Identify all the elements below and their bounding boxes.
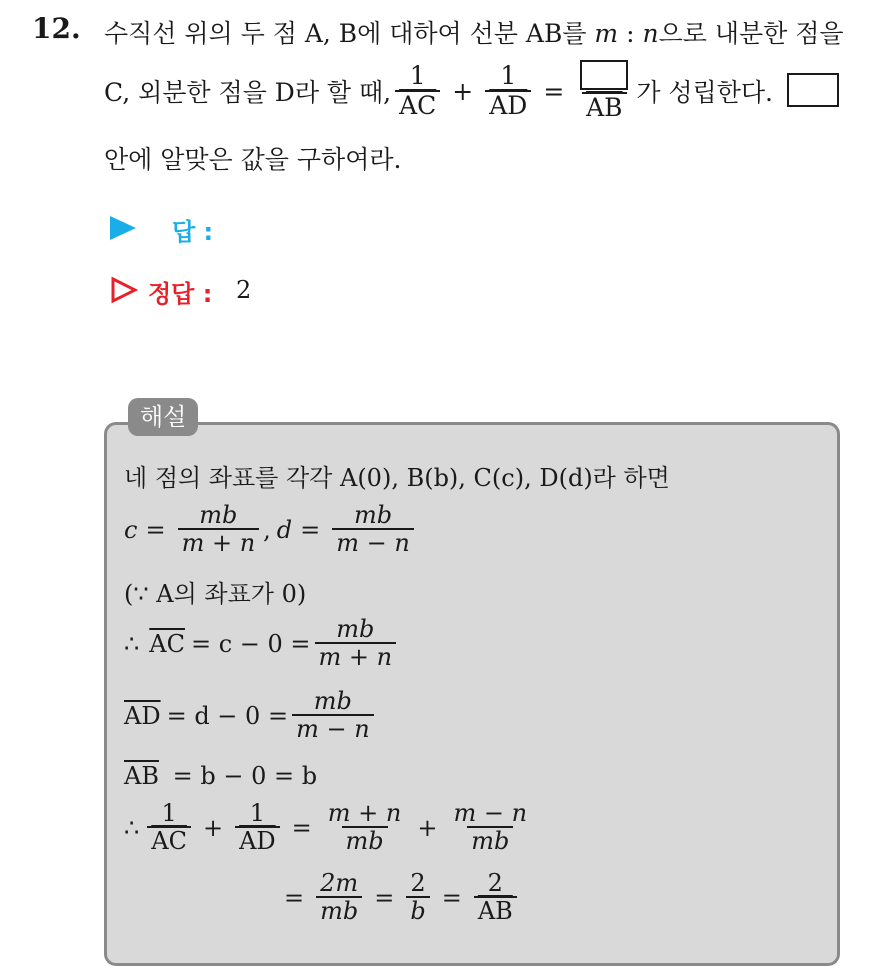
fraction-blank-over-ab <box>576 60 632 123</box>
numerator-m-minus-n: m − n <box>453 799 528 827</box>
equals-sign: = <box>374 883 395 912</box>
therefore-symbol: ∴ <box>124 813 140 842</box>
question-line-1 <box>104 14 844 50</box>
correct-answer-value: 2 <box>236 276 252 304</box>
equals-sign: = <box>284 883 305 912</box>
plus-sign: + <box>452 76 474 106</box>
plus-sign: + <box>202 813 224 842</box>
blank-box <box>580 60 628 90</box>
question-text-1b: 으로 내분한 점을 <box>658 19 844 48</box>
solution-because-line: (∵ A의 좌표가 0) <box>124 580 307 608</box>
fraction-1-over-ad <box>235 800 280 856</box>
segment-ad: AD <box>235 826 280 856</box>
var-c: c <box>124 515 138 544</box>
var-n: n <box>642 19 659 48</box>
numerator-mb: mb <box>336 615 375 643</box>
denominator-m-plus-n: m + n <box>315 642 397 672</box>
var-m: m <box>594 19 619 48</box>
fraction-2m-over-mb <box>316 870 362 926</box>
solution-ab-line <box>124 762 317 790</box>
solution-sum-line <box>124 800 535 856</box>
var-d: d <box>276 515 293 544</box>
numerator-2: 2 <box>410 869 426 897</box>
denominator-m-plus-n: m + n <box>178 528 260 558</box>
fraction-mb-over-m-plus-n <box>315 616 397 672</box>
segment-ad: AD <box>485 90 531 121</box>
fraction-mb-over-m-minus-n <box>292 688 374 744</box>
equals-sign: = <box>543 76 565 106</box>
numerator: 1 <box>161 799 177 827</box>
denominator-m-minus-n: m − n <box>332 528 414 558</box>
numerator: 1 <box>500 61 517 91</box>
segment-ac: AC <box>147 826 191 856</box>
denominator-mb: mb <box>342 826 388 856</box>
solution-tag: 해설 <box>128 398 198 436</box>
equals-sign: = <box>300 515 321 544</box>
question-text-2a: C, 외분한 점을 D라 할 때, <box>104 78 392 108</box>
solution-cd-formula <box>124 502 418 558</box>
ad-expression: = d − 0 = <box>166 701 289 730</box>
answer-label: 답 : <box>172 218 214 246</box>
comma: , <box>263 515 271 544</box>
numerator-blank <box>576 60 632 92</box>
question-line-3: 안에 알맞은 값을 구하여라. <box>104 145 402 174</box>
equals-sign: = <box>145 515 166 544</box>
segment-ab: $\overline{AB}$ <box>582 92 626 123</box>
segment-ac: AC <box>395 90 440 121</box>
segment-ac: $\overline{AC}$ <box>149 629 185 658</box>
numerator-2m: 2m <box>320 869 359 897</box>
numerator: 1 <box>409 61 426 91</box>
numerator-2: 2 <box>487 869 503 897</box>
ratio-colon: : <box>618 19 643 48</box>
fraction-m-plus-n-over-mb <box>324 800 406 856</box>
equals-sign: = <box>291 813 312 842</box>
solution-ac-line <box>124 616 400 672</box>
fraction-2-over-b <box>406 870 429 926</box>
segment-ab: $\overline{AB}$ <box>124 762 159 790</box>
question-text-1a: 수직선 위의 두 점 A, B에 대하여 선분 AB를 <box>104 19 595 48</box>
fraction-m-minus-n-over-mb <box>449 800 531 856</box>
denominator-m-minus-n: m − n <box>292 714 374 744</box>
solution-result-line <box>276 870 521 926</box>
numerator-mb: mb <box>313 687 352 715</box>
outline-arrow-icon <box>110 276 138 308</box>
segment-ad: $\overline{AD}$ <box>124 701 161 730</box>
segment-ab: AB <box>474 896 517 926</box>
fraction-1-over-ac <box>147 800 191 856</box>
answer-blank-box <box>787 73 839 107</box>
play-arrow-icon <box>110 216 136 240</box>
fraction-2-over-ab <box>474 870 517 926</box>
question-line-2 <box>104 60 839 123</box>
correct-answer-label: 정답 : <box>148 280 213 308</box>
therefore-symbol: ∴ <box>124 629 140 658</box>
numerator-mb: mb <box>199 501 238 529</box>
question-text-2b: 가 성립한다. <box>636 78 773 108</box>
fraction-mb-over-m-plus-n <box>178 502 260 558</box>
denominator-mb: mb <box>316 896 362 926</box>
denominator-mb: mb <box>467 826 513 856</box>
fraction-1-over-ad <box>485 62 531 120</box>
ab-expression: = b − 0 = b <box>172 762 318 790</box>
question-number: 12. <box>32 12 81 45</box>
denominator-b: b <box>406 896 429 926</box>
numerator-m-plus-n: m + n <box>327 799 402 827</box>
solution-ad-line <box>124 688 378 744</box>
plus-sign: + <box>417 813 438 842</box>
fraction-1-over-ac <box>395 62 440 120</box>
equals-sign: = <box>441 883 462 912</box>
numerator: 1 <box>249 799 266 827</box>
solution-line-1: 네 점의 좌표를 각각 A(0), B(b), C(c), D(d)라 하면 <box>124 464 670 492</box>
fraction-mb-over-m-minus-n <box>332 502 414 558</box>
numerator-mb: mb <box>354 501 393 529</box>
ac-expression: = c − 0 = <box>190 629 311 658</box>
